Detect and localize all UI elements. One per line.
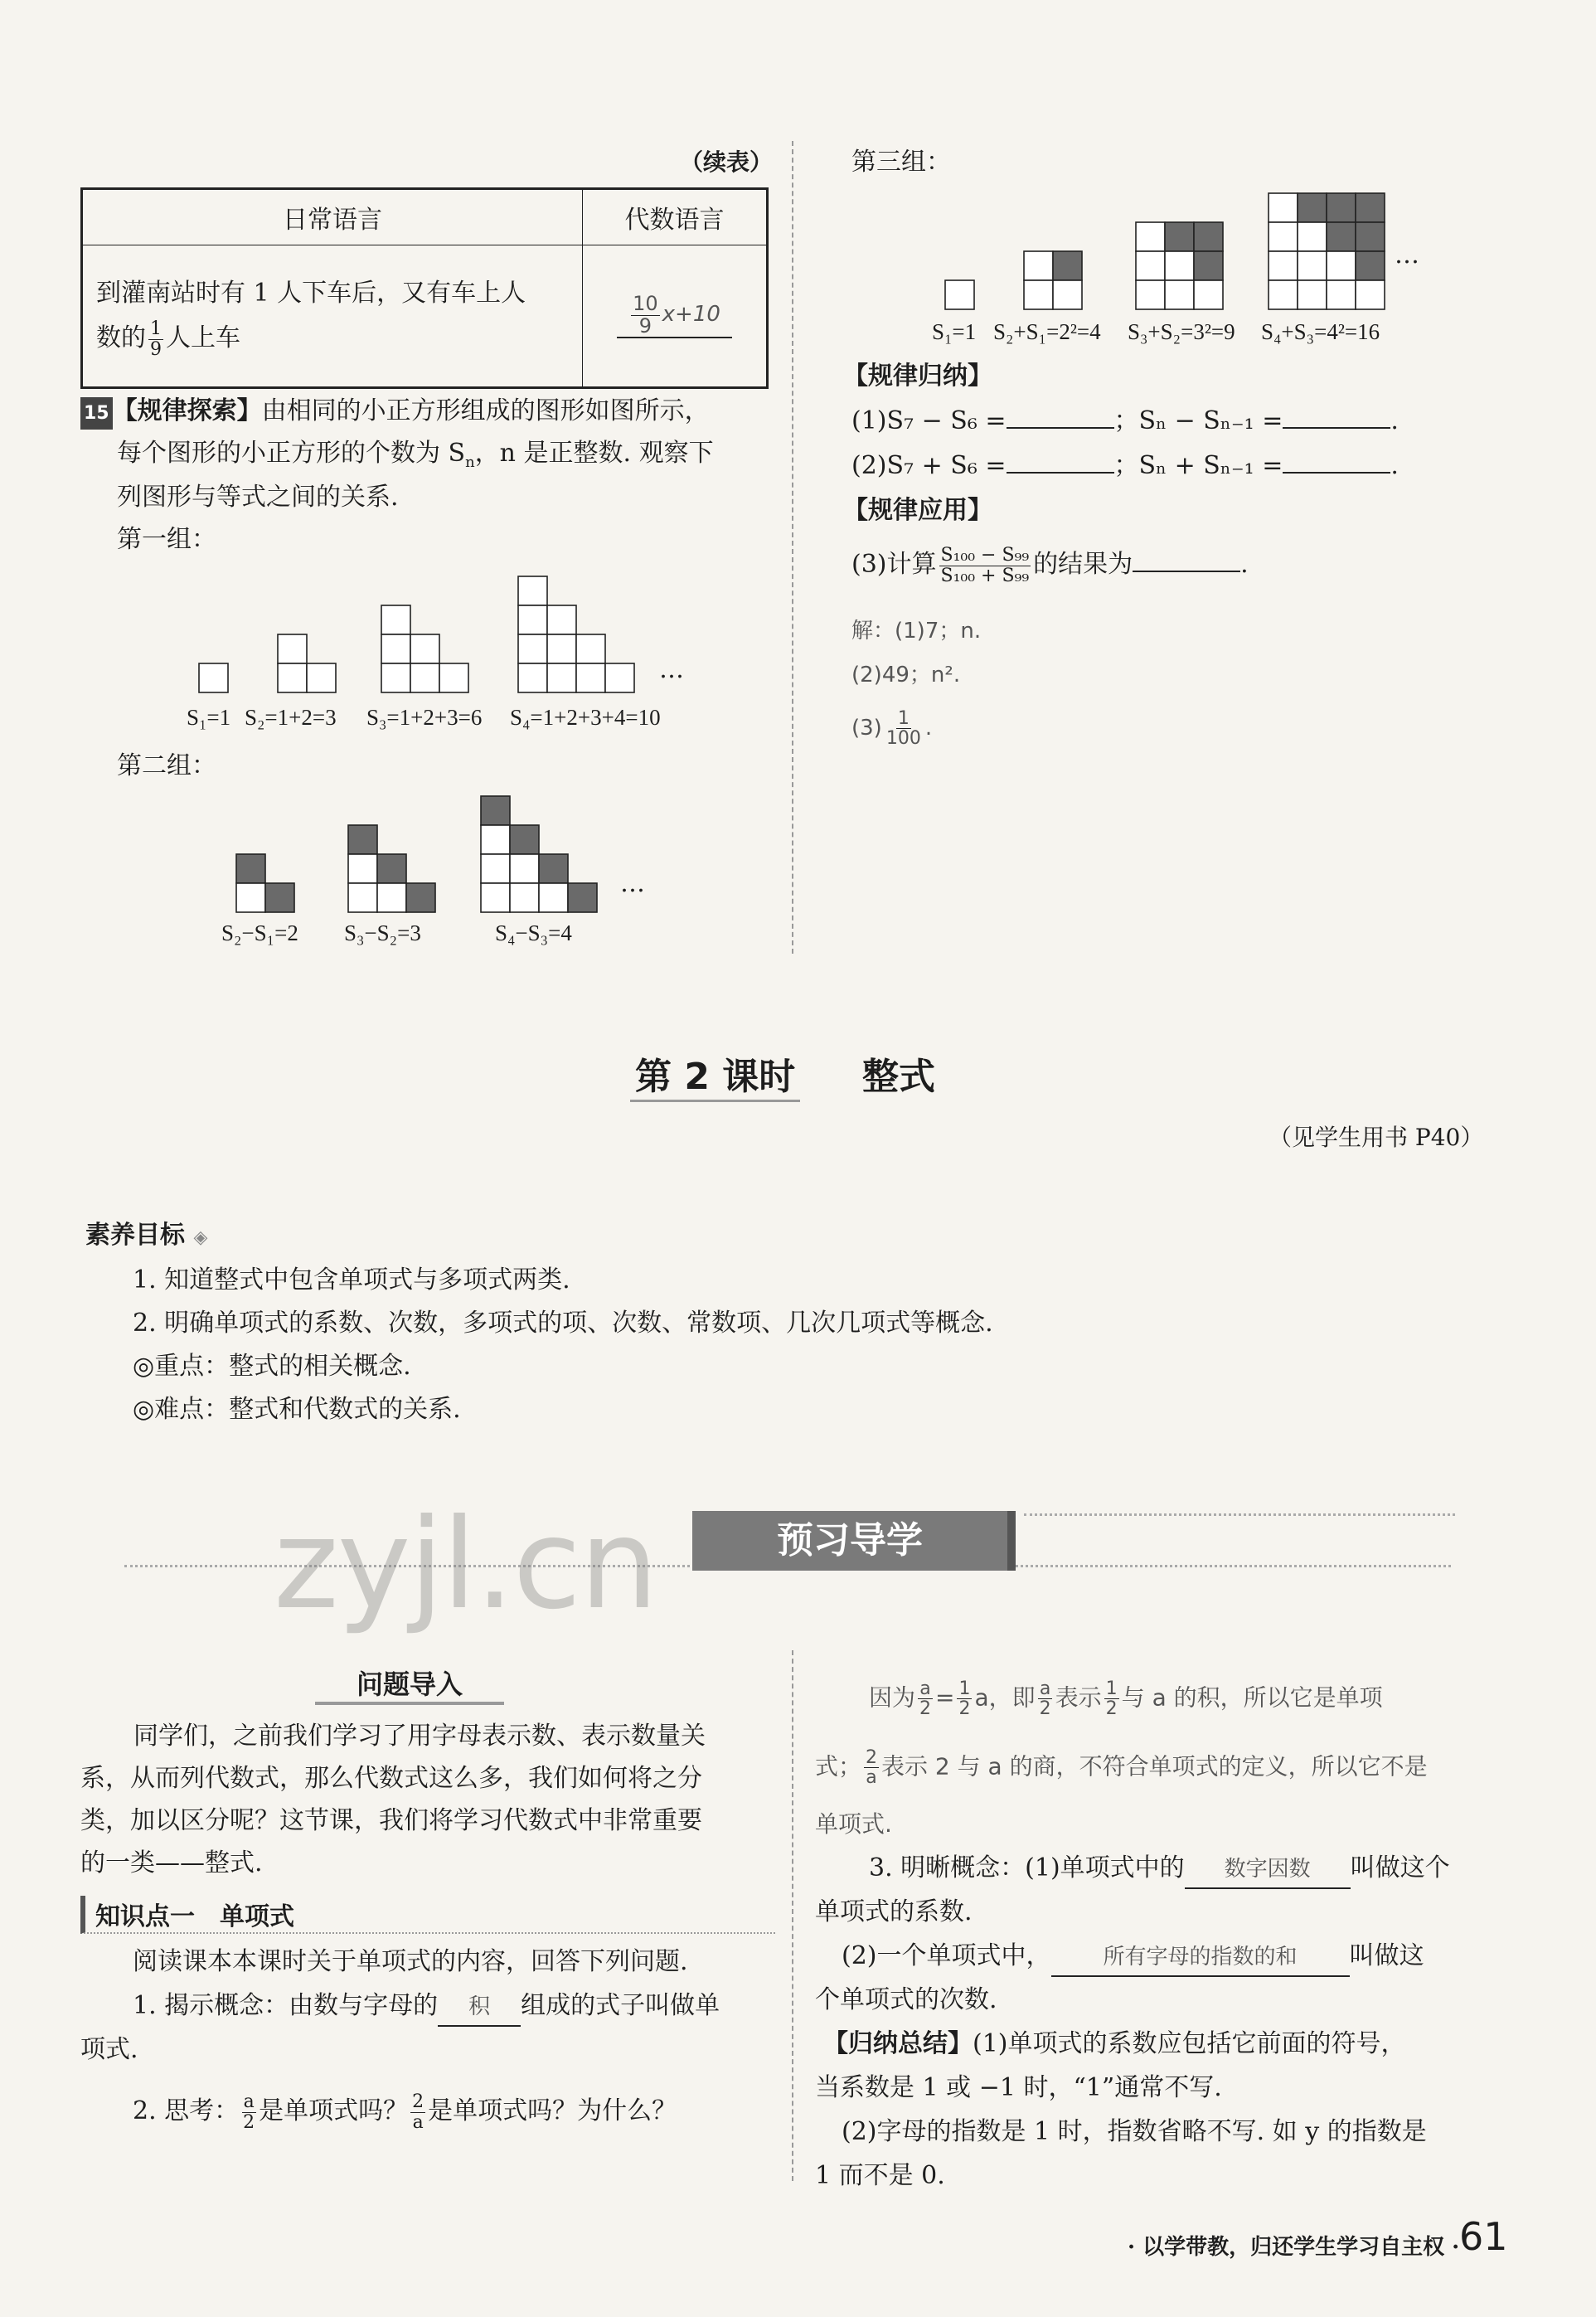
group3-fig-3 [1136, 222, 1223, 309]
lesson-number: 第 2 课时 [630, 1047, 800, 1102]
group1-caption-3: S₃=1+2+3=6 [366, 705, 483, 730]
group2-fig-1 [236, 854, 294, 912]
summary-line-4: 1 而不是 0. [815, 2161, 945, 2190]
rule1-blank-b[interactable] [1283, 427, 1390, 429]
difficult-point: ◎难点：整式和代数式的关系. [133, 1395, 461, 1424]
answer-suffix: x+10 [662, 302, 720, 328]
diamond-arrow-icon: ◈ [193, 1227, 208, 1248]
group2-fig-2 [348, 825, 435, 912]
q2-line: 2. 思考： $\frac{a}{2}$ 是单项式吗？ $\frac{2}{a}$ 是单项式吗？为什么？ [133, 2091, 677, 2133]
q1-line-2: 项式. [80, 2035, 138, 2064]
summary-line-3: (2)字母的指数是 1 时，指数省略不写. 如 y 的指数是 [842, 2117, 1427, 2146]
goal-2: 2. 明确单项式的系数、次数，多项式的项、次数、常数项、几次几项式等概念. [133, 1309, 993, 1338]
q15-badge: 15 [80, 397, 113, 430]
rule-line-2: (2)S₇ + S₆ = ；Sₙ + Sₙ₋₁ = . [851, 451, 1399, 480]
goals-title: 素养目标 ◈ [85, 1221, 208, 1250]
column-divider-bottom [792, 1650, 793, 2181]
group1-caption-1: S₁=1 [187, 705, 231, 730]
lesson-title: 整式 [862, 1056, 935, 1098]
table-header-left: 日常语言 [82, 189, 583, 245]
group1-label: 第一组： [117, 524, 216, 554]
table-answer-cell [583, 245, 768, 388]
q1-blank[interactable]: 积 [438, 1989, 521, 2027]
one-ninth-fraction: $\frac{1}{9}$ [150, 318, 162, 360]
knowledge-point-title: 知识点一 单项式 [80, 1896, 775, 1934]
intro-paragraph: 同学们，之前我们学习了用字母表示数、表示数量关 系，从而列代数式，那么代数式这么多，我们如何将之分 类，加以区分呢？这节课，我们将学习代数式中非常重要 的一类——整式. [80, 1722, 706, 1877]
goal-1: 1. 知道整式中包含单项式与多项式两类. [133, 1265, 570, 1295]
group2-fig-3 [481, 796, 597, 912]
group3-label: 第三组： [851, 148, 951, 177]
group1-caption-2: S₂=1+2=3 [245, 705, 337, 730]
answer-frac-den: 9 [638, 313, 652, 338]
group3-fig-1 [945, 280, 974, 309]
banner-line-upper [1024, 1513, 1455, 1516]
table-row-suffix: 人上车 [166, 323, 240, 352]
column-divider-top [792, 141, 793, 954]
group3-caption-1: S₁=1 [932, 319, 977, 344]
solution-line-3: (3) $\frac{1}{100}$ . [851, 708, 933, 750]
table-row-prefix: 数的 [96, 323, 146, 352]
answer-line-1: 因为 $\frac{a}{2}$ = $\frac{1}{2}$ a，即 $\frac{a}{2}$ 表示 $\frac{1}{2}$ 与 a 的积，所以它是单项 [869, 1678, 1383, 1720]
q3-line-2: 单项式的系数. [815, 1897, 973, 1926]
q15-line2: 每个图形的小正方形的个数为 $S_n$，n 是正整数. 观察下 [117, 439, 714, 471]
group1-fig-s1 [199, 663, 228, 692]
q15-stem [80, 390, 769, 561]
q1-line: 1. 揭示概念：由数与字母的 积 组成的式子叫做单 [133, 1984, 720, 2027]
group2-caption-3: S₄−S₃=4 [495, 920, 572, 945]
q3b-line-2: 个单项式的次数. [815, 1985, 997, 2014]
answer-frac-num: 10 [633, 292, 658, 316]
apply3-fraction: $\frac{\text{S₁₀₀ − S₉₉}}{\text{S₁₀₀ + S₉₉}}$ [940, 545, 1030, 586]
preview-banner: 预习导学 [692, 1511, 1016, 1571]
group1-fig-s3 [381, 605, 468, 692]
group3-ellipsis: … [1395, 240, 1419, 270]
answer-line-3: 单项式. [815, 1810, 892, 1838]
q3-blank[interactable]: 数字因数 [1185, 1851, 1351, 1889]
page-number: 61 [1459, 2214, 1508, 2259]
group2-caption-1: S₂−S₁=2 [221, 920, 298, 945]
read-instruction: 阅读课本本课时关于单项式的内容，回答下列问题. [133, 1947, 688, 1976]
rule-line-1: (1)S₇ − S₆ = ；Sₙ − Sₙ₋₁ = . [851, 406, 1399, 435]
key-point: ◎重点：整式的相关概念. [133, 1352, 411, 1381]
language-table [80, 187, 769, 389]
group3-caption-4: S₄+S₃=4²=16 [1261, 319, 1380, 344]
group1-caption-4: S₄=1+2+3+4=10 [510, 705, 661, 730]
apply-line-3: (3)计算 $\frac{\text{S₁₀₀ − S₉₉}}{\text{S₁₀₀ + S₉₉}}$ 的结果为 . [851, 545, 1249, 586]
group3-caption-3: S₃+S₂=3²=9 [1128, 319, 1235, 344]
group2-ellipsis: … [620, 869, 645, 898]
group2-caption-2: S₃−S₂=3 [344, 920, 421, 945]
q15-tag: 【规律探索】 [112, 396, 262, 425]
table-header-right: 代数语言 [583, 189, 768, 245]
footer-slogan: · 以学带教，归还学生学习自主权 · [1128, 2235, 1460, 2260]
table-row-line1: 到灌南站时有 1 人下车后，又有车上人 [96, 279, 526, 308]
group3-caption-2: S₂+S₁=2²=4 [993, 319, 1101, 344]
answer-line-2: 式； $\frac{2}{a}$ 表示 2 与 a 的商，不符合单项式的定义，所以它不是 [815, 1747, 1428, 1789]
rule2-blank-b[interactable] [1283, 472, 1390, 474]
table-row-text [82, 245, 583, 388]
solution-line-1: 解：(1)7；n. [851, 619, 982, 644]
table-continued-label: （续表） [680, 148, 774, 176]
q15-line1: 由相同的小正方形组成的图形如图所示， [261, 396, 710, 425]
summary-line-1: 【归纳总结】(1)单项式的系数应包括它前面的符号， [823, 2029, 1406, 2058]
q3b-blank[interactable]: 所有字母的指数的和 [1051, 1939, 1350, 1977]
group2-figures [232, 792, 630, 916]
group1-ellipsis: … [659, 655, 684, 684]
solution-fraction: $\frac{1}{100}$ [885, 708, 921, 750]
lesson-reference: （见学生用书 P40） [1269, 1124, 1484, 1151]
group1-fig-s2 [278, 634, 336, 692]
group3-fig-4 [1269, 193, 1385, 309]
q3b-line: (2)一个单项式中， 所有字母的指数的和 叫做这 [842, 1935, 1424, 1977]
q3-line: 3. 明晰概念：(1)单项式中的 数字因数 叫做这个 [869, 1847, 1450, 1889]
intro-title: 问题导入 [315, 1664, 504, 1705]
summary-line-2: 当系数是 1 或 −1 时，“1”通常不写. [815, 2073, 1222, 2102]
solution-line-2: (2)49；n². [851, 663, 961, 687]
group2-label: 第二组： [117, 751, 216, 780]
group1-fig-s4 [518, 576, 634, 692]
group1-figures [191, 572, 705, 697]
apply3-blank[interactable] [1133, 571, 1240, 572]
rule1-blank-a[interactable] [1007, 427, 1114, 429]
rule2-blank-a[interactable] [1007, 472, 1114, 474]
watermark-text: zyjl.cn [274, 1493, 657, 1637]
rule-title: 【规律归纳】 [843, 362, 992, 391]
group3-figures [937, 189, 1401, 313]
apply-title: 【规律应用】 [843, 496, 992, 525]
q15-line3: 列图形与等式之间的关系. [117, 482, 399, 512]
group3-fig-2 [1024, 251, 1082, 309]
